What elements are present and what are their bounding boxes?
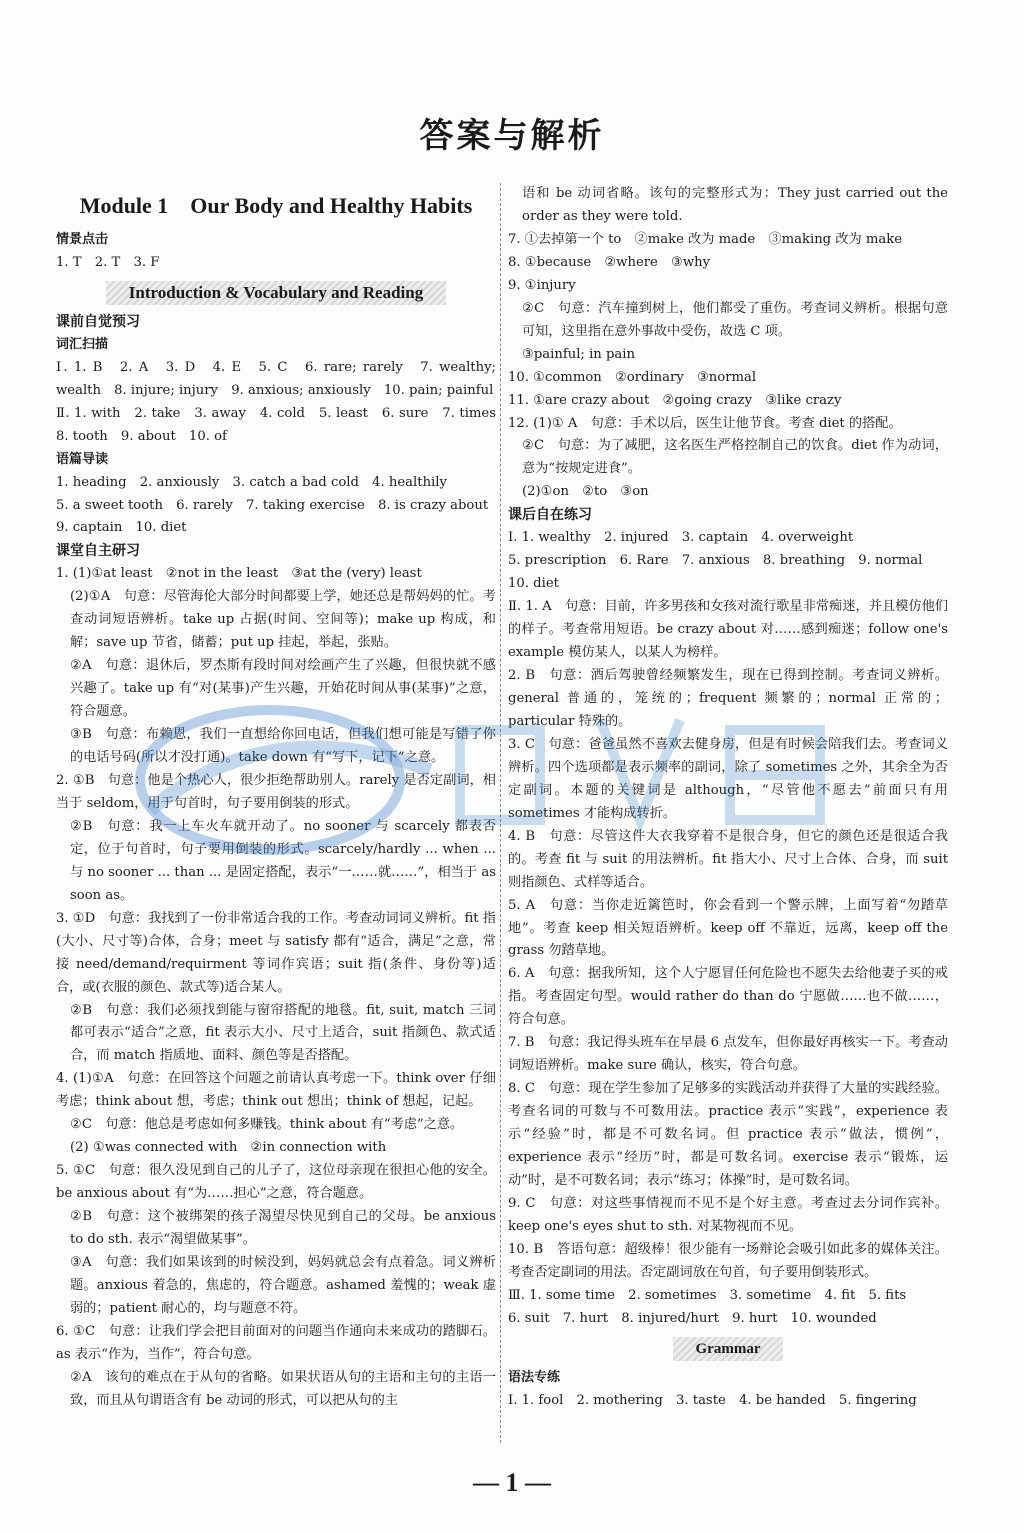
page-number: — 1 — [473, 1468, 551, 1497]
section-heading: 课前自觉预习 [56, 313, 140, 330]
answer-line: 6. suit 7. hurt 8. injured/hurt 9. hurt 10. wounded [508, 1310, 877, 1326]
answer-line: 4. B 句意：尽管这件大衣我穿着不是很合身，但它的颜色还是很适合我的。考查 fit 与 suit 的用法辨析。fit 指大小、尺寸上合体、合身，而 suit 则指颜色、式样等适合。 [508, 828, 948, 890]
answer-line: 5. ①C 句意：很久没见到自己的儿子了，这位母亲现在很担心他的安全。be anxious about 有“为……担心”之意，符合题意。 [56, 1163, 496, 1202]
answer-subline: (2)①A 句意：尽管海伦大部分时间都要上学，她还总是帮妈妈的忙。考查动词短语辨析。take up 占据(时间、空间等)；make up 构成，和解；save up 节省，储蓄；put up 挂起，举起，张贴。 [70, 589, 496, 651]
answer-line: Ⅰ. 1. B 2. A 3. D 4. E 5. C 6. rare; rarely 7. wealthy; wealth 8. injure; injury 9. anxious; anxiously 10. pain; painful [56, 359, 496, 398]
answer-line: Ⅲ. 1. some time 2. sometimes 3. sometime 4. fit 5. fits [508, 1287, 907, 1303]
answer-subline: ②A 句意：退休后，罗杰斯有段时间对绘画产生了兴趣，但很快就不感兴趣了。take up 有“对(某事)产生兴趣，开始花时间从事(某事)”之意，符合题意。 [70, 658, 496, 720]
answer-line: 1. T 2. T 3. F [56, 254, 160, 270]
answer-line: 7. B 句意：我记得头班车在早晨 6 点发车，但你最好再核实一下。考查动词短语辨析。make sure 确认，核实，符合句意。 [508, 1035, 948, 1074]
section-heading: 课后自在练习 [508, 507, 592, 524]
subsection-label: 语法专练 [508, 1369, 561, 1385]
answer-subline: ③A 句意：我们如果该到的时候没到，妈妈就总会有点着急。词义辨析题。anxious 着急的，焦虑的，符合题意。ashamed 羞愧的；weak 虚弱的；patient 耐心的，均与题意不符。 [70, 1254, 496, 1316]
section-heading: 课堂自主研习 [56, 543, 140, 560]
answer-line: 1. heading 2. anxiously 3. catch a bad cold 4. healthily [56, 474, 447, 490]
subsection-label: 词汇扫描 [56, 336, 109, 352]
answer-subline: ③painful; in pain [522, 346, 635, 362]
answer-subline: ③B 句意：布赖恩，我们一直想给你回电话，但我们想可能是写错了你的电话号码(所以才没打通)。take down 有“写下，记下”之意。 [70, 727, 496, 766]
answer-line: 2. B 句意：酒后驾驶曾经频繁发生，现在已得到控制。考查词义辨析。general 普通的，笼统的；frequent 频繁的；normal 正常的；particular 特殊的。 [508, 668, 948, 729]
answer-subline: ②C 句意：为了减肥，这名医生严格控制自己的饮食。diet 作为动词，意为“按规定进食”。 [522, 438, 948, 477]
answer-line: 1. (1)①at least ②not in the least ③at the (very) least [56, 566, 422, 582]
answer-line: 5. A 句意：当你走近篱笆时，你会看到一个警示牌，上面写着“勿踏草地”。考查 keep 相关短语辨析。keep off 不靠近，远离，keep off the grass 勿踏草地。 [508, 897, 948, 959]
answer-line: Ⅰ. 1. fool 2. mothering 3. taste 4. be handed 5. fingering [508, 1392, 917, 1408]
answer-subline: (2) ①was connected with ②in connection with [70, 1140, 387, 1156]
answer-subline: ②B 句意：这个被绑架的孩子渴望尽快见到自己的父母。be anxious to do sth. 表示“渴望做某事”。 [70, 1209, 496, 1248]
answer-line: 6. ①C 句意：让我们学会把目前面对的问题当作通向未来成功的踏脚石。as 表示“作为，当作”，符合句意。 [56, 1323, 496, 1362]
column-divider [500, 183, 501, 1443]
answer-line: 8. ①because ②where ③why [508, 254, 711, 270]
answer-subline: ②B 句意：我们必须找到能与窗帘搭配的地毯。fit, suit, match 三词都可表示“适合”之意，fit 表示大小、尺寸上适合，suit 指颜色、款式适合，而 match 指质地、面料、颜色等是否搭配。 [70, 1002, 496, 1064]
answer-line: 4. (1)①A 句意：在回答这个问题之前请认真考虑一下。think over 仔细考虑；think about 想，考虑；think out 想出；think of 想起，记起。 [56, 1071, 496, 1110]
answer-line: Ⅱ. 1. A 句意：目前，许多男孩和女孩对流行歌星非常痴迷，并且模仿他们的样子。考查常用短语。be crazy about 对……感到痴迷；follow one's example 模仿某人，以某人为榜样。 [508, 599, 948, 661]
answer-subline: 语和 be 动词省略。该句的完整形式为：They just carried out the order as they were told. [522, 186, 948, 224]
answer-line: 10. ①common ②ordinary ③normal [508, 369, 757, 385]
answer-line: Ⅰ. 1. wealthy 2. injured 3. captain 4. overweight [508, 530, 854, 546]
section-banner: Introduction & Vocabulary and Reading [106, 281, 446, 305]
answer-line: 10. B 答语句意：超级棒！很少能有一场辩论会吸引如此多的媒体关注。考查否定副词的用法。否定副词放在句首，句子要用倒装形式。 [508, 1241, 948, 1280]
answer-line: 6. A 句意：据我所知，这个人宁愿冒任何危险也不愿失去给他妻子买的戒指。考查固定句型。would rather do than do 宁愿做……也不做……，符合句意。 [508, 966, 948, 1028]
answer-subline: (2)①on ②to ③on [522, 484, 649, 500]
answer-subline: ②A 该句的难点在于从句的省略。如果状语从句的主语和主句的主语一致，而且从句谓语含有 be 动词的形式，可以把从句的主 [70, 1369, 496, 1408]
answer-subline: ②C 句意：他总是考虑如何多赚钱。think about 有“考虑”之意。 [70, 1117, 464, 1133]
answer-line: 11. ①are crazy about ②going crazy ③like crazy [508, 392, 842, 408]
answer-line: Ⅱ. 1. with 2. take 3. away 4. cold 5. least 6. sure 7. times 8. tooth 9. about 10. of [56, 405, 510, 444]
module-heading: Module 1 Our Body and Healthy Habits [79, 193, 473, 218]
answer-line: 2. ①B 句意：他是个热心人，很少拒绝帮助别人。rarely 是否定副词，相当于 seldom，用于句首时，句子要用倒装的形式。 [56, 772, 496, 811]
answer-line: 3. C 句意：爸爸虽然不喜欢去健身房，但是有时候会陪我们去。考查词义辨析。四个选项都是表示频率的副词，除了 sometimes 之外，其余全为否定副词。本题的关键词是 although，“尽管他不愿去”前面只有用 sometimes 才能构成转折。 [508, 736, 948, 821]
section-banner: Grammar [673, 1337, 783, 1361]
answer-line: 9. ①injury [508, 277, 576, 293]
answer-line: 8. C 句意：现在学生参加了足够多的实践活动并获得了大量的实践经验。考查名词的可数与不可数用法。practice 表示“实践”，experience 表示“经验”时，都是不可数名词。但 practice 表示“做法，惯例”，experience 表示“经历”时，都是可数名词。exercise 表示“锻炼，运动”时，是不可数名词；表示“练习；体操”时，是可数名词。 [508, 1081, 948, 1188]
answer-subline: ②B 句意：我一上车火车就开动了。no sooner 与 scarcely 都表否定，位于句首时，句子要用倒装的形式。scarcely/hardly ... when ... 与 no sooner ... than ... 是固定搭配，表示“一……就……”，相当于 as soon as。 [70, 818, 496, 903]
answer-line: 10. diet [508, 576, 559, 592]
subsection-label: 语篇导读 [56, 451, 109, 467]
left-column [56, 183, 510, 1413]
answer-line: 3. ①D 句意：我找到了一份非常适合我的工作。考查动词词义辨析。fit 指(大小、尺寸等)合体，合身；meet 与 satisfy 都有“适合，满足”之意，常接 need/demand/requirment 等词作宾语；suit 指(条件、身份等)适合，或(衣服的颜色、款式等)适合某人。 [56, 910, 496, 995]
answer-line: 5. a sweet tooth 6. rarely 7. taking exercise 8. is crazy about [56, 497, 489, 513]
page-title: 答案与解析 [419, 116, 605, 156]
answer-line: 9. C 句意：对这些事情视而不见不是个好主意。考查过去分词作宾补。keep one's eyes shut to sth. 对某物视而不见。 [508, 1195, 948, 1234]
answer-line: 12. (1)① A 句意：手术以后，医生让他节食。考查 diet 的搭配。 [508, 415, 902, 431]
subsection-label: 情景点击 [56, 232, 109, 247]
answer-line: 9. captain 10. diet [56, 520, 187, 536]
right-column [508, 183, 948, 1413]
answer-subline: ②C 句意：汽车撞到树上，他们都受了重伤。考查词义辨析。根据句意可知，这里指在意外事故中受伤，故选 C 项。 [522, 300, 948, 339]
answer-line: 7. ①去掉第一个 to ②make 改为 made ③making 改为 make [508, 231, 903, 247]
answer-line: 5. prescription 6. Rare 7. anxious 8. breathing 9. normal [508, 553, 923, 569]
